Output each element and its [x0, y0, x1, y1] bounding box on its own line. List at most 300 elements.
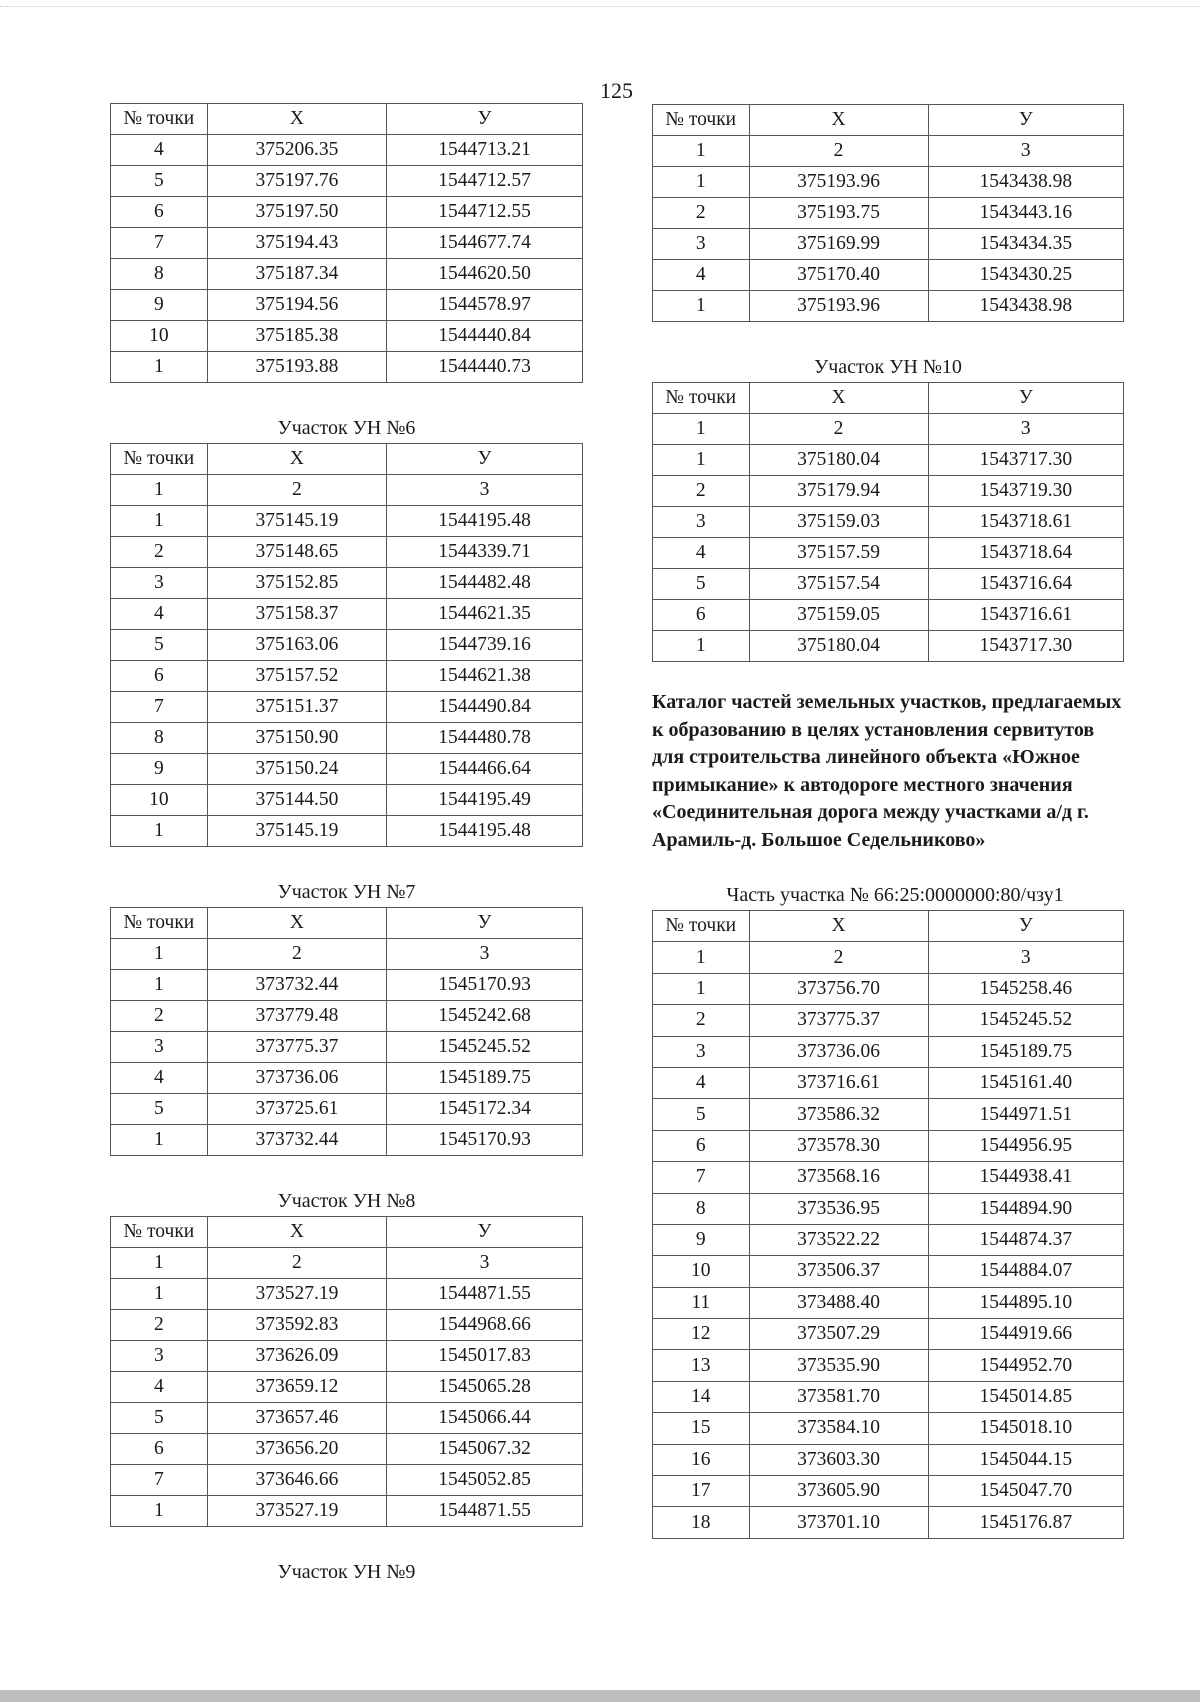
header-row — [653, 105, 1124, 136]
x-coordinate: 373775.37 — [207, 1032, 386, 1063]
point-number: 2 — [111, 1310, 208, 1341]
x-coordinate: 373775.37 — [749, 1005, 928, 1036]
column-index-row — [653, 942, 1124, 973]
table-row — [653, 569, 1124, 600]
point-number: 1 — [111, 1125, 208, 1156]
column-index-row — [111, 475, 583, 506]
table-row — [653, 291, 1124, 322]
header-row — [111, 444, 583, 475]
section-title: Участок УН №9 — [277, 1561, 416, 1583]
table-row — [653, 1162, 1124, 1193]
x-coordinate: 373732.44 — [207, 1125, 386, 1156]
x-coordinate: 373488.40 — [749, 1287, 928, 1318]
y-coordinate: 1544874.37 — [928, 1224, 1123, 1255]
table-row — [111, 290, 583, 321]
x-coordinate: 375145.19 — [207, 816, 386, 847]
point-number: 14 — [653, 1381, 750, 1412]
x-coordinate: 375187.34 — [207, 259, 386, 290]
point-number: 1 — [111, 1279, 208, 1310]
column-index-1: 1 — [653, 414, 750, 445]
header-row — [111, 1217, 583, 1248]
y-coordinate: 1543717.30 — [928, 445, 1123, 476]
table-row — [653, 1381, 1124, 1412]
x-coordinate: 373527.19 — [207, 1279, 386, 1310]
table-row — [111, 568, 583, 599]
header-point: № точки — [111, 1217, 208, 1248]
y-coordinate: 1545245.52 — [928, 1005, 1123, 1036]
part-title: Часть участка № 66:25:0000000:80/чзу1 — [726, 884, 1064, 906]
header-y: У — [387, 444, 583, 475]
point-number: 13 — [653, 1350, 750, 1381]
column-index-3: 3 — [387, 1248, 583, 1279]
y-coordinate: 1543438.98 — [928, 291, 1123, 322]
column-index-row — [111, 1248, 583, 1279]
column-index-1: 1 — [111, 475, 208, 506]
x-coordinate: 375150.24 — [207, 754, 386, 785]
point-number: 1 — [653, 631, 750, 662]
point-number: 5 — [111, 630, 208, 661]
page-number: 125 — [600, 78, 633, 103]
point-number: 5 — [653, 1099, 750, 1130]
x-coordinate: 373581.70 — [749, 1381, 928, 1412]
column-index-3: 3 — [387, 475, 583, 506]
point-number: 7 — [653, 1162, 750, 1193]
table-row — [653, 198, 1124, 229]
x-coordinate: 373736.06 — [749, 1036, 928, 1067]
y-coordinate: 1544621.38 — [387, 661, 583, 692]
point-number: 2 — [653, 476, 750, 507]
y-coordinate: 1544968.66 — [387, 1310, 583, 1341]
point-number: 1 — [111, 352, 208, 383]
point-number: 8 — [653, 1193, 750, 1224]
x-coordinate: 375152.85 — [207, 568, 386, 599]
point-number: 10 — [111, 785, 208, 816]
header-row — [111, 104, 583, 135]
y-coordinate: 1545014.85 — [928, 1381, 1123, 1412]
x-coordinate: 375170.40 — [749, 260, 928, 291]
header-point: № точки — [111, 104, 208, 135]
y-coordinate: 1544871.55 — [387, 1279, 583, 1310]
point-number: 2 — [111, 537, 208, 568]
table-row — [111, 1001, 583, 1032]
point-number: 4 — [111, 1372, 208, 1403]
column-index-2: 2 — [749, 136, 928, 167]
header-x: X — [749, 105, 928, 136]
table-row — [653, 538, 1124, 569]
section-title: Участок УН №10 — [814, 356, 962, 378]
table-row — [653, 973, 1124, 1004]
table-row — [111, 630, 583, 661]
x-coordinate: 373725.61 — [207, 1094, 386, 1125]
table-row — [111, 1125, 583, 1156]
y-coordinate: 1544712.57 — [387, 166, 583, 197]
point-number: 11 — [653, 1287, 750, 1318]
y-coordinate: 1544677.74 — [387, 228, 583, 259]
header-y: У — [928, 105, 1123, 136]
point-number: 1 — [111, 970, 208, 1001]
point-number: 1 — [653, 167, 750, 198]
y-coordinate: 1544466.64 — [387, 754, 583, 785]
point-number: 3 — [111, 1032, 208, 1063]
point-number: 5 — [111, 1094, 208, 1125]
table-row — [111, 1310, 583, 1341]
point-number: 15 — [653, 1413, 750, 1444]
header-point: № точки — [111, 444, 208, 475]
point-number: 6 — [111, 1434, 208, 1465]
column-index-row — [653, 136, 1124, 167]
x-coordinate: 375197.76 — [207, 166, 386, 197]
y-coordinate: 1544482.48 — [387, 568, 583, 599]
x-coordinate: 373603.30 — [749, 1444, 928, 1475]
column-index-2: 2 — [749, 414, 928, 445]
y-coordinate: 1545017.83 — [387, 1341, 583, 1372]
x-coordinate: 375159.05 — [749, 600, 928, 631]
header-row — [111, 908, 583, 939]
point-number: 7 — [111, 692, 208, 723]
point-number: 4 — [111, 135, 208, 166]
y-coordinate: 1544620.50 — [387, 259, 583, 290]
column-index-2: 2 — [207, 475, 386, 506]
x-coordinate: 373732.44 — [207, 970, 386, 1001]
x-coordinate: 373592.83 — [207, 1310, 386, 1341]
x-coordinate: 375157.52 — [207, 661, 386, 692]
header-y: У — [928, 383, 1123, 414]
table-row — [111, 1465, 583, 1496]
y-coordinate: 1545172.34 — [387, 1094, 583, 1125]
table-row — [111, 1496, 583, 1527]
y-coordinate: 1544713.21 — [387, 135, 583, 166]
catalog-heading: Каталог частей земельных участков, предлагаемых к образованию в целях установления сервитутов для строительства линейного объекта «Южное примыкание» к автодороге местного значения «Соединительная дорога между участками а/д г. Арамиль-д. Большое Седельниково» — [652, 691, 1122, 851]
table-row — [111, 135, 583, 166]
y-coordinate: 1545018.10 — [928, 1413, 1123, 1444]
table-row — [111, 228, 583, 259]
table-row — [653, 1067, 1124, 1098]
x-coordinate: 375194.43 — [207, 228, 386, 259]
table-row — [111, 1403, 583, 1434]
header-row — [653, 383, 1124, 414]
point-number: 1 — [653, 291, 750, 322]
y-coordinate: 1544195.48 — [387, 816, 583, 847]
point-number: 3 — [653, 229, 750, 260]
y-coordinate: 1545065.28 — [387, 1372, 583, 1403]
point-number: 4 — [653, 260, 750, 291]
x-coordinate: 375148.65 — [207, 537, 386, 568]
y-coordinate: 1544195.48 — [387, 506, 583, 537]
x-coordinate: 373656.20 — [207, 1434, 386, 1465]
point-number: 1 — [111, 1496, 208, 1527]
table-row — [111, 1063, 583, 1094]
table-row — [653, 476, 1124, 507]
column-index-2: 2 — [207, 1248, 386, 1279]
x-coordinate: 375180.04 — [749, 631, 928, 662]
y-coordinate: 1544621.35 — [387, 599, 583, 630]
column-index-2: 2 — [207, 939, 386, 970]
y-coordinate: 1544578.97 — [387, 290, 583, 321]
column-index-1: 1 — [111, 1248, 208, 1279]
point-number: 6 — [653, 600, 750, 631]
point-number: 3 — [111, 1341, 208, 1372]
y-coordinate: 1544884.07 — [928, 1256, 1123, 1287]
table-row — [653, 1005, 1124, 1036]
x-coordinate: 373779.48 — [207, 1001, 386, 1032]
table-row — [653, 1224, 1124, 1255]
x-coordinate: 375185.38 — [207, 321, 386, 352]
point-number: 2 — [111, 1001, 208, 1032]
point-number: 1 — [653, 445, 750, 476]
y-coordinate: 1545189.75 — [387, 1063, 583, 1094]
x-coordinate: 373568.16 — [749, 1162, 928, 1193]
point-number: 6 — [111, 197, 208, 228]
y-coordinate: 1545067.32 — [387, 1434, 583, 1465]
point-number: 4 — [111, 1063, 208, 1094]
x-coordinate: 373536.95 — [749, 1193, 928, 1224]
point-number: 5 — [111, 166, 208, 197]
x-coordinate: 373736.06 — [207, 1063, 386, 1094]
table-row — [111, 1434, 583, 1465]
table-row — [111, 166, 583, 197]
table-row — [111, 661, 583, 692]
x-coordinate: 375151.37 — [207, 692, 386, 723]
x-coordinate: 373527.19 — [207, 1496, 386, 1527]
y-coordinate: 1544440.84 — [387, 321, 583, 352]
y-coordinate: 1543430.25 — [928, 260, 1123, 291]
point-number: 3 — [111, 568, 208, 599]
y-coordinate: 1545052.85 — [387, 1465, 583, 1496]
x-coordinate: 373605.90 — [749, 1476, 928, 1507]
header-point: № точки — [653, 383, 750, 414]
table-row — [653, 1444, 1124, 1475]
column-index-1: 1 — [653, 942, 750, 973]
header-point: № точки — [653, 105, 750, 136]
coordinates-table-un9 — [652, 104, 1124, 322]
point-number: 2 — [653, 1005, 750, 1036]
y-coordinate: 1545044.15 — [928, 1444, 1123, 1475]
header-point: № точки — [111, 908, 208, 939]
table-row — [653, 1319, 1124, 1350]
section-title: Участок УН №6 — [277, 417, 416, 439]
y-coordinate: 1544971.51 — [928, 1099, 1123, 1130]
left-column — [110, 103, 583, 1587]
x-coordinate: 375159.03 — [749, 507, 928, 538]
y-coordinate: 1545161.40 — [928, 1067, 1123, 1098]
y-coordinate: 1544339.71 — [387, 537, 583, 568]
table-row — [111, 352, 583, 383]
header-x: X — [207, 908, 386, 939]
x-coordinate: 375180.04 — [749, 445, 928, 476]
y-coordinate: 1544894.90 — [928, 1193, 1123, 1224]
point-number: 7 — [111, 1465, 208, 1496]
table-row — [653, 1193, 1124, 1224]
table-row — [111, 723, 583, 754]
coordinates-table — [110, 1216, 583, 1527]
section-title: Участок УН №8 — [277, 1190, 416, 1212]
x-coordinate: 373646.66 — [207, 1465, 386, 1496]
table-row — [653, 229, 1124, 260]
point-number: 1 — [111, 506, 208, 537]
table-row — [653, 631, 1124, 662]
x-coordinate: 375157.59 — [749, 538, 928, 569]
y-coordinate: 1545066.44 — [387, 1403, 583, 1434]
table-row — [111, 1341, 583, 1372]
point-number: 5 — [653, 569, 750, 600]
x-coordinate: 375193.75 — [749, 198, 928, 229]
y-coordinate: 1543718.61 — [928, 507, 1123, 538]
point-number: 6 — [111, 661, 208, 692]
table-row — [653, 1350, 1124, 1381]
column-index-3: 3 — [928, 942, 1123, 973]
x-coordinate: 375145.19 — [207, 506, 386, 537]
point-number: 3 — [653, 507, 750, 538]
y-coordinate: 1543716.61 — [928, 600, 1123, 631]
column-index-row — [653, 414, 1124, 445]
point-number: 1 — [111, 816, 208, 847]
point-number: 10 — [653, 1256, 750, 1287]
coordinates-table — [110, 907, 583, 1156]
table-row — [653, 260, 1124, 291]
table-row — [111, 506, 583, 537]
x-coordinate: 373657.46 — [207, 1403, 386, 1434]
y-coordinate: 1544195.49 — [387, 785, 583, 816]
table-row — [653, 507, 1124, 538]
header-x: X — [749, 911, 928, 942]
y-coordinate: 1545258.46 — [928, 973, 1123, 1004]
y-coordinate: 1544490.84 — [387, 692, 583, 723]
y-coordinate: 1544938.41 — [928, 1162, 1123, 1193]
table-row — [111, 1279, 583, 1310]
table-row — [653, 1476, 1124, 1507]
y-coordinate: 1544739.16 — [387, 630, 583, 661]
table-row — [111, 599, 583, 630]
table-row — [653, 1287, 1124, 1318]
table-row — [111, 537, 583, 568]
table-row — [111, 692, 583, 723]
x-coordinate: 375157.54 — [749, 569, 928, 600]
table-row — [111, 197, 583, 228]
y-coordinate: 1544871.55 — [387, 1496, 583, 1527]
column-index-row — [111, 939, 583, 970]
x-coordinate: 375158.37 — [207, 599, 386, 630]
point-number: 6 — [653, 1130, 750, 1161]
x-coordinate: 375163.06 — [207, 630, 386, 661]
y-coordinate: 1544952.70 — [928, 1350, 1123, 1381]
y-coordinate: 1543719.30 — [928, 476, 1123, 507]
table-row — [111, 259, 583, 290]
x-coordinate: 375150.90 — [207, 723, 386, 754]
table-row — [653, 1130, 1124, 1161]
point-number: 4 — [111, 599, 208, 630]
y-coordinate: 1543438.98 — [928, 167, 1123, 198]
x-coordinate: 375193.88 — [207, 352, 386, 383]
header-y: У — [387, 104, 583, 135]
point-number: 8 — [111, 259, 208, 290]
point-number: 9 — [111, 754, 208, 785]
point-number: 7 — [111, 228, 208, 259]
y-coordinate: 1544440.73 — [387, 352, 583, 383]
point-number: 4 — [653, 1067, 750, 1098]
x-coordinate: 373716.61 — [749, 1067, 928, 1098]
table-row — [111, 785, 583, 816]
y-coordinate: 1543716.64 — [928, 569, 1123, 600]
scan-top-edge — [0, 6, 1200, 7]
x-coordinate: 375197.50 — [207, 197, 386, 228]
coordinates-table-part — [652, 910, 1124, 1539]
table-row — [653, 1507, 1124, 1538]
column-index-1: 1 — [111, 939, 208, 970]
x-coordinate: 373701.10 — [749, 1507, 928, 1538]
column-index-1: 1 — [653, 136, 750, 167]
coordinates-table-un10 — [652, 382, 1124, 662]
y-coordinate: 1545047.70 — [928, 1476, 1123, 1507]
x-coordinate: 373522.22 — [749, 1224, 928, 1255]
coordinates-table — [110, 443, 583, 847]
x-coordinate: 375169.99 — [749, 229, 928, 260]
column-index-3: 3 — [387, 939, 583, 970]
point-number: 12 — [653, 1319, 750, 1350]
scan-bottom-edge — [0, 1690, 1200, 1702]
point-number: 10 — [111, 321, 208, 352]
table-row — [111, 321, 583, 352]
header-x: X — [207, 444, 386, 475]
y-coordinate: 1545170.93 — [387, 970, 583, 1001]
point-number: 1 — [653, 973, 750, 1004]
y-coordinate: 1545245.52 — [387, 1032, 583, 1063]
x-coordinate: 373659.12 — [207, 1372, 386, 1403]
table-row — [111, 1372, 583, 1403]
x-coordinate: 373586.32 — [749, 1099, 928, 1130]
y-coordinate: 1544480.78 — [387, 723, 583, 754]
y-coordinate: 1545189.75 — [928, 1036, 1123, 1067]
y-coordinate: 1545176.87 — [928, 1507, 1123, 1538]
x-coordinate: 375194.56 — [207, 290, 386, 321]
table-row — [653, 1413, 1124, 1444]
table-row — [653, 167, 1124, 198]
y-coordinate: 1545170.93 — [387, 1125, 583, 1156]
table-row — [111, 754, 583, 785]
table-row — [653, 600, 1124, 631]
column-index-3: 3 — [928, 136, 1123, 167]
point-number: 9 — [111, 290, 208, 321]
y-coordinate: 1544712.55 — [387, 197, 583, 228]
header-y: У — [387, 1217, 583, 1248]
header-row — [653, 911, 1124, 942]
y-coordinate: 1545242.68 — [387, 1001, 583, 1032]
table-row — [111, 816, 583, 847]
x-coordinate: 373626.09 — [207, 1341, 386, 1372]
point-number: 8 — [111, 723, 208, 754]
y-coordinate: 1544895.10 — [928, 1287, 1123, 1318]
y-coordinate: 1543718.64 — [928, 538, 1123, 569]
point-number: 2 — [653, 198, 750, 229]
y-coordinate: 1544956.95 — [928, 1130, 1123, 1161]
table-row — [653, 1256, 1124, 1287]
header-x: X — [749, 383, 928, 414]
x-coordinate: 373578.30 — [749, 1130, 928, 1161]
header-x: X — [207, 1217, 386, 1248]
table-row — [111, 970, 583, 1001]
x-coordinate: 375193.96 — [749, 167, 928, 198]
point-number: 17 — [653, 1476, 750, 1507]
column-index-3: 3 — [928, 414, 1123, 445]
y-coordinate: 1544919.66 — [928, 1319, 1123, 1350]
header-x: X — [207, 104, 386, 135]
x-coordinate: 373506.37 — [749, 1256, 928, 1287]
x-coordinate: 375193.96 — [749, 291, 928, 322]
right-column — [652, 104, 1124, 1539]
column-index-2: 2 — [749, 942, 928, 973]
y-coordinate: 1543434.35 — [928, 229, 1123, 260]
point-number: 5 — [111, 1403, 208, 1434]
header-point: № точки — [653, 911, 750, 942]
